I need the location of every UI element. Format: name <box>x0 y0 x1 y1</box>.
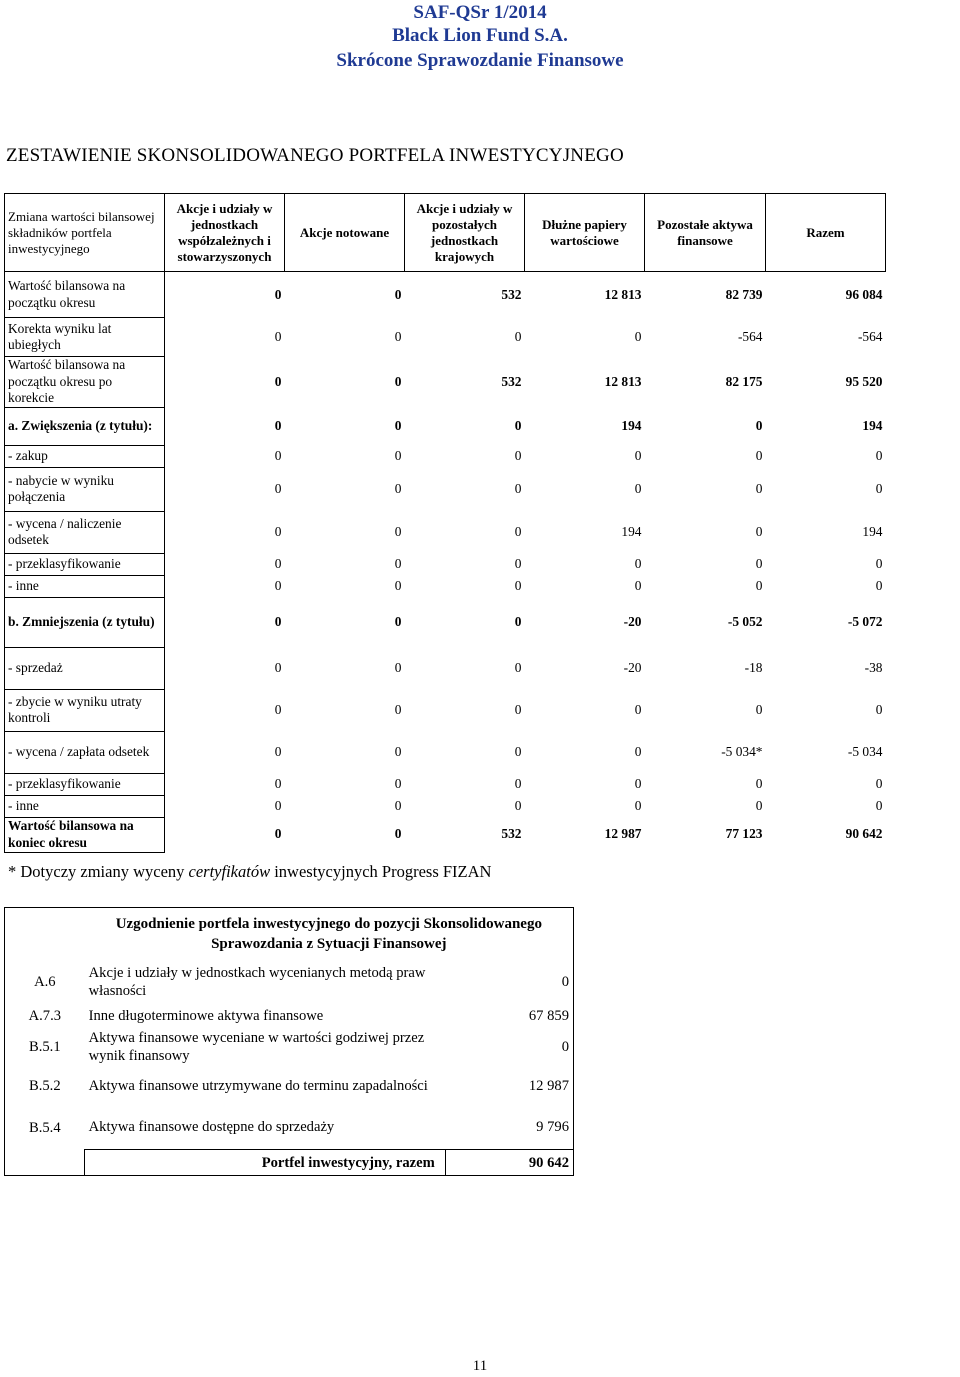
reconciliation-total-row <box>5 1150 574 1176</box>
position-label: Inne długoterminowe aktywa finansowe <box>88 1007 324 1024</box>
value-cell: 0 <box>514 743 522 759</box>
value-cell: 0 <box>394 523 402 539</box>
value-cell: 0 <box>514 797 522 813</box>
report-code: SAF-QSr 1/2014 <box>413 2 547 23</box>
table-row <box>5 773 886 795</box>
value-cell: 0 <box>394 743 402 759</box>
value-cell: 0 <box>394 480 402 496</box>
value-cell: -20 <box>623 613 642 629</box>
value-cell: 0 <box>755 775 763 791</box>
value-cell: 0 <box>514 613 522 629</box>
value-cell: 0 <box>514 555 522 571</box>
table-row <box>5 597 886 647</box>
value-cell: -20 <box>623 659 642 675</box>
total-value: 90 642 <box>445 1150 573 1176</box>
value-cell: 0 <box>274 447 282 463</box>
reconciliation-row <box>5 1004 574 1028</box>
value-cell: 0 <box>274 613 282 629</box>
value-cell: 0 <box>394 417 402 433</box>
value-cell: -5 034* <box>721 743 763 759</box>
value-cell: 0 <box>274 743 282 759</box>
position-code: B.5.1 <box>29 1038 61 1055</box>
table-row <box>5 731 886 773</box>
reconciliation-row <box>5 960 574 1004</box>
position-value: 0 <box>561 1038 569 1055</box>
value-cell: 82 739 <box>725 286 763 302</box>
value-cell: 532 <box>501 826 522 842</box>
value-cell: 0 <box>394 555 402 571</box>
portfolio-table <box>4 193 886 853</box>
row-label: - wycena / naliczenie odsetek <box>5 511 165 553</box>
position-label: Aktywa finansowe wyceniane w wartości godziwej przez wynik finansowy <box>88 1029 425 1064</box>
value-cell: 0 <box>394 373 402 389</box>
page-number: 11 <box>472 1358 488 1374</box>
value-cell: 12 813 <box>604 373 642 389</box>
row-label: Wartość bilansowa na początku okresu <box>5 272 165 318</box>
value-cell: 0 <box>514 775 522 791</box>
row-label: Wartość bilansowa na koniec okresu <box>5 817 165 852</box>
value-cell: 0 <box>875 577 883 593</box>
value-cell: 0 <box>755 701 763 717</box>
reconciliation-row <box>5 1028 574 1066</box>
table-row <box>5 553 886 575</box>
value-cell: 0 <box>514 417 522 433</box>
footnote: * Dotyczy zmiany wyceny certyfikatów inwestycyjnych Progress FIZAN <box>8 862 492 881</box>
value-cell: 0 <box>875 775 883 791</box>
value-cell: -564 <box>857 328 883 344</box>
row-label: - przeklasyfikowanie <box>5 553 165 575</box>
value-cell: 0 <box>274 523 282 539</box>
value-cell: 0 <box>394 826 402 842</box>
value-cell: 0 <box>274 826 282 842</box>
value-cell: 12 813 <box>604 286 642 302</box>
value-cell: 0 <box>875 480 883 496</box>
value-cell: 0 <box>634 555 642 571</box>
value-cell: 0 <box>514 523 522 539</box>
value-cell: 0 <box>755 577 763 593</box>
value-cell: 12 987 <box>604 826 642 842</box>
value-cell: 0 <box>514 447 522 463</box>
row-label: - nabycie w wyniku połączenia <box>5 467 165 511</box>
position-value: 12 987 <box>528 1077 569 1094</box>
reconciliation-row <box>5 1106 574 1150</box>
company-name: Black Lion Fund S.A. <box>392 25 568 46</box>
value-cell: 0 <box>514 659 522 675</box>
value-cell: 0 <box>514 577 522 593</box>
value-cell: 0 <box>274 373 282 389</box>
row-label: - inne <box>5 575 165 597</box>
value-cell: 0 <box>514 480 522 496</box>
value-cell: -38 <box>864 659 883 675</box>
table-row <box>5 318 886 357</box>
header-cell: Akcje i udziały w jednostkach współzależnych i stowarzyszonych <box>165 194 285 272</box>
value-cell: 95 520 <box>845 373 883 389</box>
value-cell: 0 <box>755 523 763 539</box>
value-cell: 0 <box>634 480 642 496</box>
row-label: Wartość bilansowa na początku okresu po korekcie <box>5 357 165 408</box>
value-cell: 0 <box>274 659 282 675</box>
value-cell: 96 084 <box>845 286 883 302</box>
value-cell: 0 <box>274 797 282 813</box>
value-cell: 0 <box>274 480 282 496</box>
value-cell: 0 <box>274 286 282 302</box>
position-label: Aktywa finansowe dostępne do sprzedaży <box>88 1119 335 1136</box>
value-cell: 0 <box>755 797 763 813</box>
value-cell: -5 072 <box>847 613 883 629</box>
value-cell: 0 <box>875 447 883 463</box>
value-cell: 0 <box>394 613 402 629</box>
table-row <box>5 511 886 553</box>
value-cell: -5 052 <box>727 613 763 629</box>
value-cell: 0 <box>634 797 642 813</box>
table-row <box>5 467 886 511</box>
value-cell: 0 <box>394 775 402 791</box>
position-value: 0 <box>561 973 569 990</box>
position-value: 67 859 <box>528 1007 569 1024</box>
header-cell: Dłużne papiery wartościowe <box>525 194 645 272</box>
header-cell: Akcje i udziały w pozostałych jednostkach krajowych <box>405 194 525 272</box>
header-cell: Razem <box>766 194 886 272</box>
value-cell: 0 <box>394 447 402 463</box>
value-cell: 0 <box>755 417 763 433</box>
value-cell: 0 <box>274 775 282 791</box>
value-cell: -5 034 <box>847 743 883 759</box>
value-cell: 77 123 <box>725 826 763 842</box>
value-cell: 194 <box>621 523 642 539</box>
value-cell: 194 <box>862 417 883 433</box>
value-cell: 0 <box>394 286 402 302</box>
value-cell: 0 <box>634 447 642 463</box>
value-cell: 0 <box>514 328 522 344</box>
value-cell: 0 <box>394 701 402 717</box>
value-cell: 90 642 <box>845 826 883 842</box>
row-label: - wycena / zapłata odsetek <box>5 731 165 773</box>
table-row <box>5 407 886 445</box>
value-cell: 0 <box>274 417 282 433</box>
value-cell: 0 <box>634 328 642 344</box>
value-cell: 0 <box>634 743 642 759</box>
row-label: a. Zwiększenia (z tytułu): <box>5 407 165 445</box>
position-code: B.5.2 <box>29 1077 61 1094</box>
value-cell: 0 <box>394 659 402 675</box>
value-cell: 532 <box>501 373 522 389</box>
value-cell: -564 <box>737 328 763 344</box>
value-cell: 0 <box>875 555 883 571</box>
row-label: - przeklasyfikowanie <box>5 773 165 795</box>
position-code: A.7.3 <box>28 1007 62 1024</box>
row-label: b. Zmniejszenia (z tytułu) <box>5 597 165 647</box>
position-value: 9 796 <box>536 1119 569 1136</box>
value-cell: 82 175 <box>725 373 763 389</box>
value-cell: 0 <box>634 775 642 791</box>
value-cell: 532 <box>501 286 522 302</box>
value-cell: 0 <box>274 577 282 593</box>
row-label: - sprzedaż <box>5 647 165 689</box>
value-cell: 194 <box>862 523 883 539</box>
table-row <box>5 689 886 731</box>
reconciliation-row <box>5 1066 574 1106</box>
value-cell: 0 <box>394 797 402 813</box>
row-label: - zakup <box>5 445 165 467</box>
position-code: B.5.4 <box>29 1119 61 1136</box>
value-cell: 0 <box>755 480 763 496</box>
value-cell: 0 <box>755 447 763 463</box>
table-row <box>5 795 886 817</box>
value-cell: 0 <box>634 577 642 593</box>
table-header-row <box>5 194 886 272</box>
value-cell: 0 <box>875 701 883 717</box>
value-cell: 0 <box>875 797 883 813</box>
table-row <box>5 647 886 689</box>
value-cell: 0 <box>274 701 282 717</box>
header-cell: Pozostałe aktywa finansowe <box>645 194 766 272</box>
value-cell: 0 <box>394 577 402 593</box>
value-cell: 0 <box>274 555 282 571</box>
value-cell: 0 <box>514 701 522 717</box>
reconciliation-table <box>4 907 574 1176</box>
table-row <box>5 575 886 597</box>
table-row <box>5 357 886 408</box>
reconciliation-title: Uzgodnienie portfela inwestycyjnego do pozycji Skonsolidowanego Sprawozdania z Sytuacji Finansowej <box>115 915 542 952</box>
table-row <box>5 272 886 318</box>
value-cell: 0 <box>274 328 282 344</box>
header-cell: Akcje notowane <box>285 194 405 272</box>
value-cell: 0 <box>634 701 642 717</box>
value-cell: 0 <box>755 555 763 571</box>
report-name: Skrócone Sprawozdanie Finansowe <box>336 50 624 71</box>
table-row <box>5 817 886 852</box>
position-code: A.6 <box>34 973 56 990</box>
page-title: ZESTAWIENIE SKONSOLIDOWANEGO PORTFELA INWESTYCYJNEGO <box>6 145 624 166</box>
header-cell: Zmiana wartości bilansowej składników portfela inwestycyjnego <box>5 194 165 272</box>
row-label: - zbycie w wyniku utraty kontroli <box>5 689 165 731</box>
row-label: Korekta wyniku lat ubiegłych <box>5 318 165 357</box>
table-row <box>5 445 886 467</box>
row-label: - inne <box>5 795 165 817</box>
position-label: Aktywa finansowe utrzymywane do terminu zapadalności <box>88 1077 428 1094</box>
value-cell: 0 <box>394 328 402 344</box>
value-cell: -18 <box>744 659 763 675</box>
value-cell: 194 <box>621 417 642 433</box>
position-label: Akcje i udziały w jednostkach wycenianych metodą praw własności <box>88 964 426 999</box>
total-label: Portfel inwestycyjny, razem <box>85 1150 446 1176</box>
